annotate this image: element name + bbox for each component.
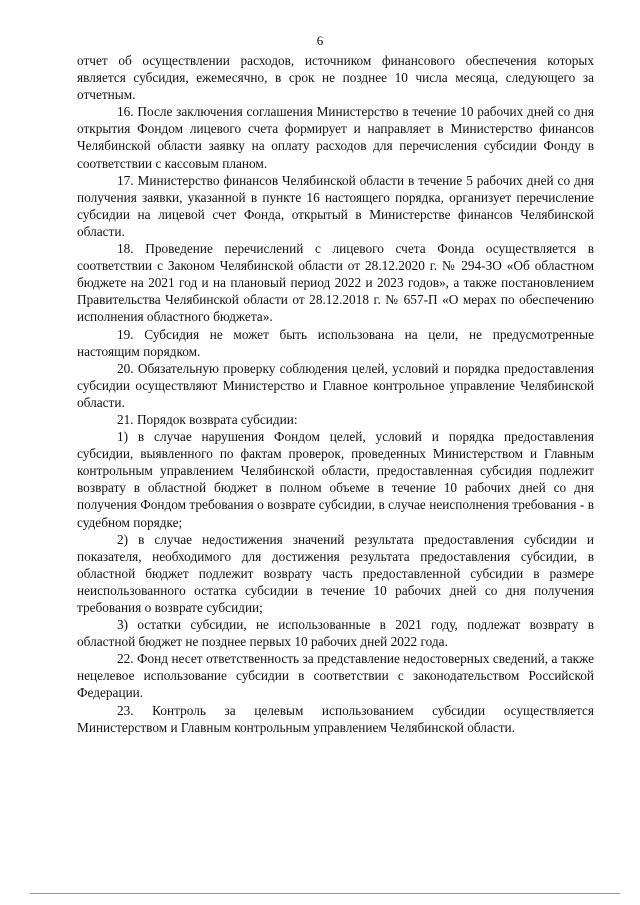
paragraph-continuation: отчет об осуществлении расходов, источником финансового обеспечения которых является субсидия, ежемесячно, в срок не позднее 10 числа месяца, следующего за отчетным. xyxy=(77,53,594,103)
paragraph-18: 18. Проведение перечислений с лицевого счета Фонда осуществляется в соответствии с Законом Челябинской области от 28.12.2020 г. № 294-ЗО «Об областном бюджете на 2021 год и на плановый период 2022 и 2023 годов», а также постановлением Правительства Челябинской области от 28.12.2018 г. № 657-П «О мерах по обеспечению исполнения областного бюджета». xyxy=(77,241,594,325)
document-body xyxy=(77,52,594,736)
paragraph-22: 22. Фонд несет ответственность за представление недостоверных сведений, а также нецелевое использование субсидии в соответствии с законодательством Российской Федерации. xyxy=(77,651,594,701)
paragraph-20: 20. Обязательную проверку соблюдения целей, условий и порядка предоставления субсидии осуществляют Министерство и Главное контрольное управление Челябинской области. xyxy=(77,360,594,410)
paragraph-21-item-3: 3) остатки субсидии, не использованные в 2021 году, подлежат возврату в областной бюджет не позднее первых 10 рабочих дней 2022 года. xyxy=(77,617,594,650)
paragraph-21: 21. Порядок возврата субсидии: xyxy=(117,411,298,427)
paragraph-21-item-1: 1) в случае нарушения Фондом целей, условий и порядка предоставления субсидии, выявленного по фактам проверок, проведенных Министерством и Главным контрольным управлением Челябинской области, предоставленная субсидия подлежит возврату в областной бюджет в полном объеме в течение 10 рабочих дней со дня получения Фондом требования о возврате субсидии, в случае неисполнения требования - в судебном порядке; xyxy=(77,429,594,530)
paragraph-16: 16. После заключения соглашения Министерство в течение 10 рабочих дней со дня открытия Фондом лицевого счета формирует и направляет в Министерство финансов Челябинской области заявку на оплату расходов для перечисления субсидии Фонду в соответствии с кассовым планом. xyxy=(77,104,594,171)
paragraph-19: 19. Субсидия не может быть использована на цели, не предусмотренные настоящим порядком. xyxy=(77,326,594,359)
paragraph-21-item-2: 2) в случае недостижения значений результата предоставления субсидии и показателя, необходимого для достижения результата предоставления субсидии, в областной бюджет подлежит возврату часть предоставленной субсидии в размере неиспользованного остатка субсидии в течение 10 рабочих дней со дня получения требования о возврате субсидии; xyxy=(77,531,594,615)
page-number: 6 xyxy=(316,33,324,48)
bottom-divider xyxy=(30,893,620,894)
paragraph-17: 17. Министерство финансов Челябинской области в течение 5 рабочих дней со дня получения заявки, указанной в пункте 16 настоящего порядка, организует перечисление субсидии на лицевой счет Фонда, открытый в Министерстве финансов Челябинской области. xyxy=(77,172,594,239)
paragraph-23: 23. Контроль за целевым использованием субсидии осуществляется Министерством и Главным контрольным управлением Челябинской области. xyxy=(77,702,594,735)
